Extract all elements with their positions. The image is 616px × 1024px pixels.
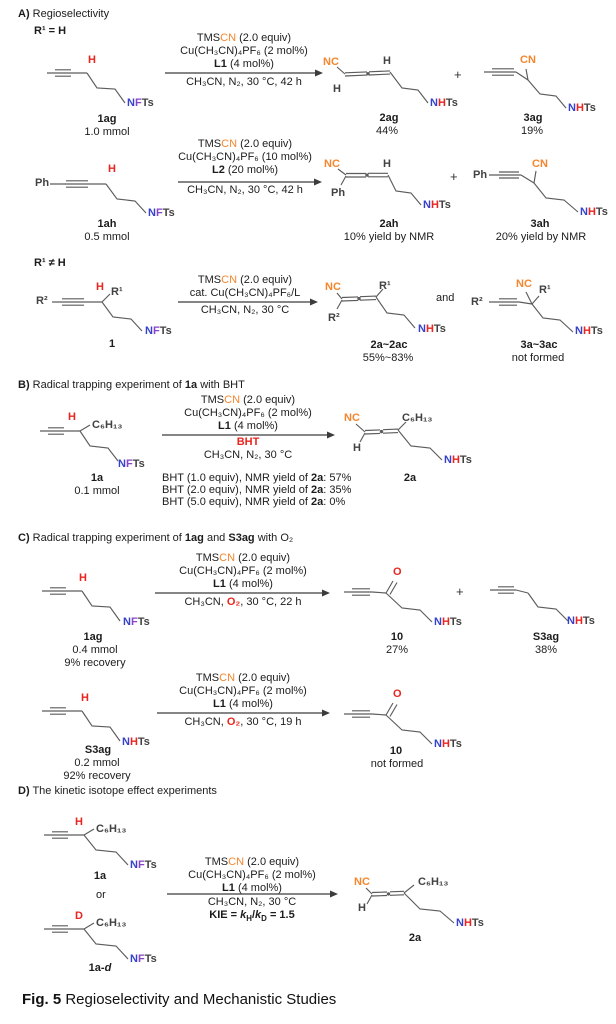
bond-skeleton — [45, 52, 185, 114]
atom-h-label: H — [383, 55, 391, 67]
nhts-group-label: NHTs — [434, 616, 462, 628]
atom-h-label: H — [79, 572, 87, 584]
reagent-cu-catalyst: Cu(CH₃CN)₄PF₆ (2 mol%) — [180, 45, 308, 57]
atom-h-label: H — [88, 54, 96, 66]
or-connector: or — [96, 889, 106, 901]
bht-run-1: BHT (1.0 equiv), NMR yield of 2a: 57% — [162, 472, 352, 484]
reagent-tmscn: TMSCN (2.0 equiv) — [195, 552, 291, 564]
hexyl-group-label: C₆H₁₃ — [96, 917, 127, 929]
and-connector: and — [436, 292, 455, 304]
reagent-ligand-l1: L1 (4 mol%) — [214, 58, 274, 70]
structure-3ag — [482, 52, 616, 114]
atom-o-label: O — [393, 688, 402, 700]
atom-h-label: H — [96, 281, 104, 293]
reagent-ligand-l1: L1 (4 mol%) — [213, 578, 273, 590]
r1-group-label: R¹ — [111, 286, 123, 298]
nfts-group-label: NFTs — [118, 458, 145, 470]
plus-sign: + — [456, 584, 464, 599]
reagent-ligand-l1: L1 (4 mol%) — [222, 882, 282, 894]
plus-sign: + — [454, 67, 462, 82]
amount-1a: 0.1 mmol — [74, 485, 120, 497]
compound-label-1a: 1a — [90, 472, 104, 484]
structure-1a-d — [42, 906, 192, 968]
amount-s3ag: 0.2 mmol — [74, 757, 120, 769]
figure-caption: Fig. 5 Regioselectivity and Mechanistic Studies — [22, 991, 337, 1008]
yield-10: 27% — [385, 644, 409, 656]
nhts-group-label: NHTs — [430, 97, 458, 109]
yield-10-not-formed: not formed — [370, 758, 424, 770]
nhts-group-label: NHTs — [434, 738, 462, 750]
solvent-line-o2: CH₃CN, O₂, 30 °C, 22 h — [184, 596, 302, 608]
cn-group-label: CN — [520, 54, 536, 66]
compound-label-s3ag: S3ag — [84, 744, 112, 756]
bond-skeleton — [320, 50, 490, 112]
structure-s3ag-substrate — [40, 690, 180, 752]
atom-h-label: H — [68, 411, 76, 423]
structure-10 — [340, 684, 470, 750]
solvent-line: CH₃CN, N₂, 30 °C, 42 h — [186, 76, 302, 88]
yield-2ah: 10% yield by NMR — [343, 231, 435, 243]
compound-label-10: 10 — [390, 631, 404, 643]
structure-2ah — [320, 158, 490, 220]
reagent-cu-catalyst: Cu(CH₃CN)₄PF₆ (2 mol%) — [179, 685, 307, 697]
structure-2a-2ac — [318, 272, 490, 340]
compound-label-2a-2ac: 2a~2ac — [370, 339, 408, 351]
nhts-group-label: NHTs — [418, 323, 446, 335]
nfts-group-label: NFTs — [123, 616, 150, 628]
bht-run-3: BHT (5.0 equiv), NMR yield of 2a: 0% — [162, 496, 346, 508]
bond-skeleton — [40, 570, 180, 632]
reagent-tmscn: TMSCN (2.0 equiv) — [196, 32, 292, 44]
nc-group-label: NC — [344, 412, 360, 424]
bond-skeleton — [42, 812, 192, 874]
r2-group-label: R² — [471, 296, 483, 308]
yield-2ag: 44% — [375, 125, 399, 137]
nhts-group-label: NHTs — [423, 199, 451, 211]
nhts-group-label: NHTs — [575, 325, 603, 337]
structure-3a-3ac — [468, 272, 616, 340]
yield-s3ag: 38% — [534, 644, 558, 656]
plus-sign: + — [450, 169, 458, 184]
bond-skeleton — [488, 564, 616, 630]
recovery-1ag: 9% recovery — [64, 657, 126, 669]
r2-group-label: R² — [36, 295, 48, 307]
yield-3a-3ac: not formed — [511, 352, 565, 364]
nfts-group-label: NFTs — [130, 953, 157, 965]
atom-h-label: H — [81, 692, 89, 704]
nfts-group-label: NFTs — [127, 97, 154, 109]
reagent-tmscn: TMSCN (2.0 equiv) — [197, 138, 293, 150]
compound-label-10: 10 — [389, 745, 403, 757]
compound-label-1a: 1a — [93, 870, 107, 882]
structure-3ah — [468, 158, 616, 220]
nfts-group-label: NFTs — [148, 207, 175, 219]
nhts-group-label: NHTs — [456, 917, 484, 929]
structure-s3ag — [488, 564, 616, 630]
reagent-tmscn: TMSCN (2.0 equiv) — [200, 394, 296, 406]
compound-label-1a-d: 1a-d — [88, 962, 112, 974]
reagent-cu-catalyst: Cu(CH₃CN)₄PF₆ (2 mol%) — [179, 565, 307, 577]
compound-label-1: 1 — [108, 338, 116, 350]
condition-r1-not-h: R¹ ≠ H — [34, 257, 66, 269]
reagent-ligand-l1: L1 (4 mol%) — [218, 420, 278, 432]
phenyl-label: Ph — [35, 177, 50, 189]
hexyl-group-label: C₆H₁₃ — [92, 419, 123, 431]
nc-group-label: NC — [516, 278, 532, 290]
amount-1ah: 0.5 mmol — [84, 231, 130, 243]
atom-h-label: H — [108, 163, 116, 175]
yield-3ag: 19% — [520, 125, 544, 137]
structure-1ah — [28, 158, 193, 220]
condition-r1-equals-h: R¹ = H — [34, 25, 67, 37]
yield-2a-2ac: 55%~83% — [362, 352, 414, 364]
r2-group-label: R² — [328, 312, 340, 324]
atom-d-label: D — [75, 910, 83, 922]
reagent-cu-catalyst: Cu(CH₃CN)₄PF₆ (2 mol%) — [188, 869, 316, 881]
bond-skeleton — [40, 690, 180, 752]
bond-skeleton — [320, 158, 490, 220]
bond-skeleton — [318, 272, 490, 340]
atom-h-label: H — [383, 158, 391, 170]
compound-label-3ag: 3ag — [523, 112, 543, 124]
amount-1ag-c: 0.4 mmol — [72, 644, 118, 656]
solvent-line: CH₃CN, N₂, 30 °C, 42 h — [187, 184, 303, 196]
atom-h-label: H — [333, 83, 341, 95]
hexyl-group-label: C₆H₁₃ — [402, 412, 433, 424]
nc-group-label: NC — [325, 281, 341, 293]
hexyl-group-label: C₆H₁₃ — [418, 876, 449, 888]
solvent-line: CH₃CN, N₂, 30 °C — [207, 896, 297, 908]
atom-h-label: H — [75, 816, 83, 828]
compound-label-s3ag: S3ag — [532, 631, 560, 643]
bht-run-2: BHT (2.0 equiv), NMR yield of 2a: 35% — [162, 484, 352, 496]
cn-group-label: CN — [532, 158, 548, 170]
structure-2a — [342, 866, 492, 932]
section-a-header: A) Regioselectivity — [18, 8, 110, 20]
compound-label-3ah: 3ah — [530, 218, 550, 230]
nc-group-label: NC — [323, 56, 339, 68]
atom-h-label: H — [358, 902, 366, 914]
r1-group-label: R¹ — [539, 284, 551, 296]
section-c-header: C) Radical trapping experiment of 1ag and S3ag with O₂ — [18, 532, 294, 544]
section-d-header: D) The kinetic isotope effect experiments — [18, 785, 217, 797]
compound-label-3a-3ac: 3a~3ac — [520, 339, 558, 351]
atom-o-label: O — [393, 566, 402, 578]
nfts-group-label: NFTs — [145, 325, 172, 337]
reagent-cu-catalyst: Cu(CH₃CN)₄PF₆ (2 mol%) — [184, 407, 312, 419]
reagent-ligand-l2: L2 (20 mol%) — [211, 164, 279, 176]
kie-result: KIE = $k_H/k_D = 1.5$ — [209, 909, 295, 924]
structure-10 — [340, 562, 470, 628]
solvent-line: CH₃CN, N₂, 30 °C — [203, 449, 293, 461]
nc-group-label: NC — [324, 158, 340, 170]
nhts-group-label: NHTs — [567, 615, 595, 627]
nhts-group-label: NHTs — [580, 206, 608, 218]
structure-1ag — [45, 52, 185, 114]
structure-1ag — [40, 570, 180, 632]
structure-2ag — [320, 50, 490, 112]
compound-label-2a: 2a — [403, 472, 417, 484]
additive-bht: BHT — [236, 436, 260, 448]
atom-h-label: H — [353, 442, 361, 454]
recovery-s3ag: 92% recovery — [63, 770, 131, 782]
reagent-cu-catalyst: Cu(CH₃CN)₄PF₆ (10 mol%) — [178, 151, 312, 163]
compound-label-1ah: 1ah — [97, 218, 117, 230]
yield-3ah: 20% yield by NMR — [495, 231, 587, 243]
r1-group-label: R¹ — [379, 280, 391, 292]
compound-label-1ag: 1ag — [97, 113, 117, 125]
reagent-ligand-l1: L1 (4 mol%) — [213, 698, 273, 710]
compound-label-2ah: 2ah — [379, 218, 399, 230]
reagent-tmscn: TMSCN (2.0 equiv) — [197, 274, 293, 286]
structure-1a — [42, 812, 192, 874]
nc-group-label: NC — [354, 876, 370, 888]
solvent-line-o2: CH₃CN, O₂, 30 °C, 19 h — [184, 716, 302, 728]
compound-label-1ag: 1ag — [83, 631, 103, 643]
phenyl-label: Ph — [331, 187, 346, 199]
phenyl-label: Ph — [473, 169, 488, 181]
structure-1 — [28, 272, 193, 340]
compound-label-2ag: 2ag — [379, 112, 399, 124]
reagent-cu-ligand: cat. Cu(CH₃CN)₄PF₆/L — [189, 287, 301, 299]
section-b-header: B) Radical trapping experiment of 1a with BHT — [18, 379, 245, 391]
solvent-line: CH₃CN, N₂, 30 °C — [200, 304, 290, 316]
structure-2a — [332, 404, 482, 470]
hexyl-group-label: C₆H₁₃ — [96, 823, 127, 835]
reagent-tmscn: TMSCN (2.0 equiv) — [204, 856, 300, 868]
bond-skeleton — [42, 906, 192, 968]
amount-1ag: 1.0 mmol — [84, 126, 130, 138]
compound-label-2a: 2a — [408, 932, 422, 944]
nhts-group-label: NHTs — [568, 102, 596, 114]
nhts-group-label: NHTs — [444, 454, 472, 466]
reagent-tmscn: TMSCN (2.0 equiv) — [195, 672, 291, 684]
nhts-group-label: NHTs — [122, 736, 150, 748]
nfts-group-label: NFTs — [130, 859, 157, 871]
